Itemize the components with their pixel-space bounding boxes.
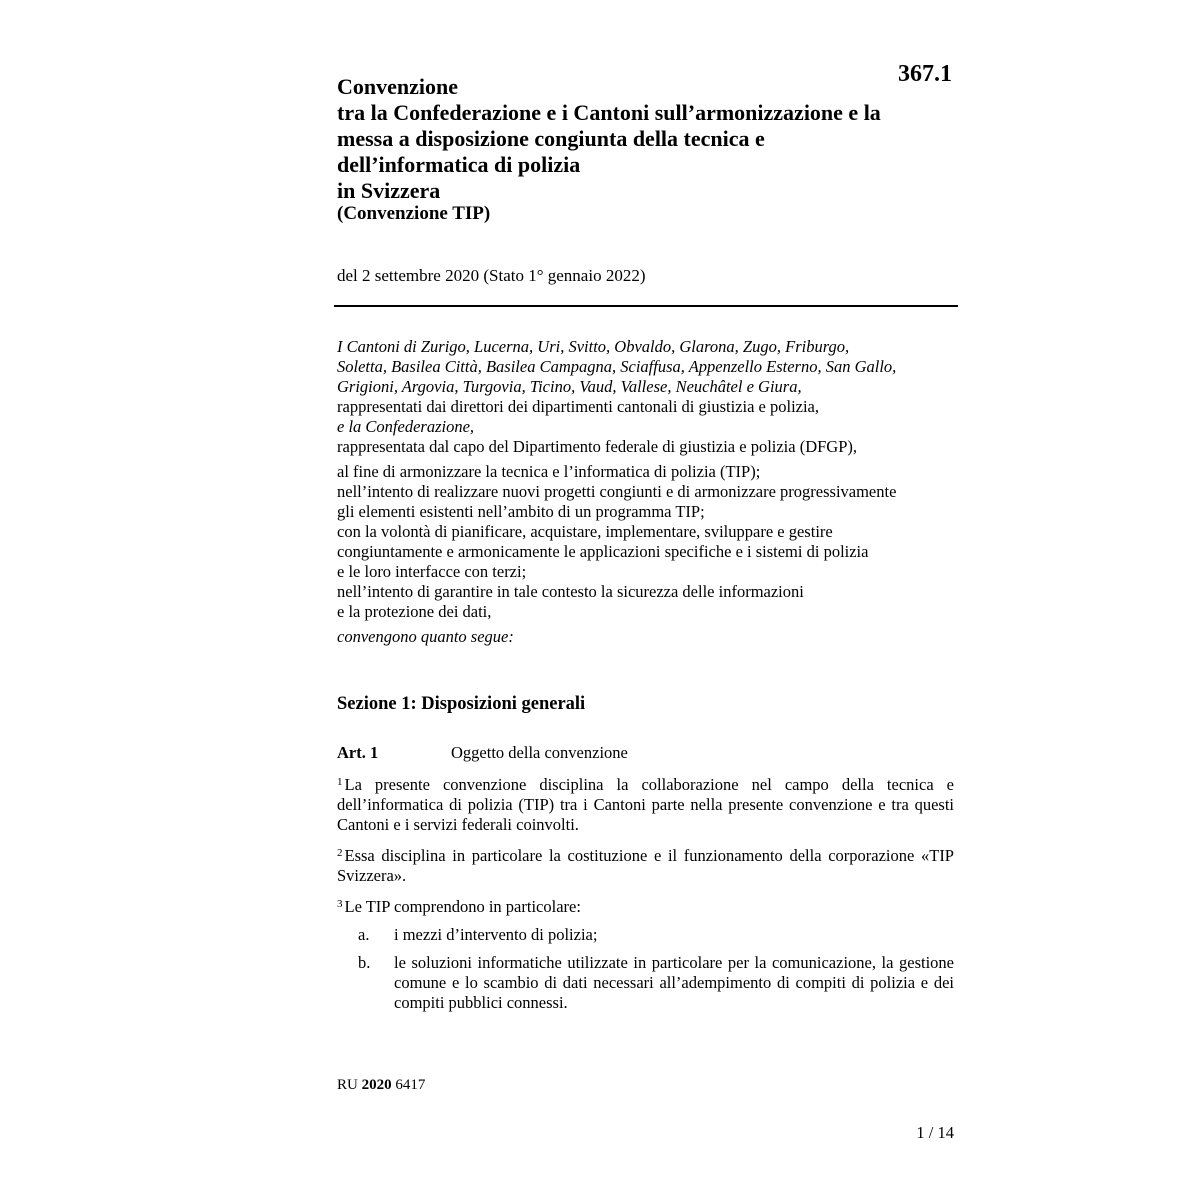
confederation: e la Confederazione, xyxy=(337,417,475,436)
ru-prefix: RU xyxy=(337,1077,358,1093)
date-line: del 2 settembre 2020 (Stato 1° gennaio 2022) xyxy=(337,266,646,285)
list-text: i mezzi d’intervento di polizia; xyxy=(394,925,598,944)
sr-number: 367.1 xyxy=(898,61,952,87)
official-compilation-reference xyxy=(337,1075,425,1095)
paragraph-number: 1 xyxy=(337,776,343,788)
parties-line: Soletta, Basilea Città, Basilea Campagna, Sciaffusa, Appenzello Esterno, San Gallo, xyxy=(337,357,897,376)
purpose-line: e le loro interfacce con terzi; xyxy=(337,562,527,581)
cantons-represented: rappresentati dai direttori dei dipartimenti cantonali di giustizia e polizia, xyxy=(337,397,820,416)
title-line: dell’informatica di polizia xyxy=(337,152,581,177)
paragraph-text: La presente convenzione disciplina la collaborazione nel campo della tecnica e dell’informatica di polizia (TIP) tra i Cantoni parte nella presente convenzione e tra questi Cantoni e i servizi federali coinvolti. xyxy=(337,775,954,834)
list-item xyxy=(337,925,954,945)
article-paragraph xyxy=(337,772,954,835)
purpose-line: con la volontà di pianificare, acquistare, implementare, sviluppare e gestire xyxy=(337,522,833,541)
header-divider xyxy=(334,305,958,307)
title-line: tra la Confederazione e i Cantoni sull’armonizzazione e la xyxy=(337,100,881,125)
preamble-closing: convengono quanto segue: xyxy=(337,627,514,646)
section-heading: Sezione 1: Disposizioni generali xyxy=(337,694,586,714)
short-title: (Convenzione TIP) xyxy=(337,203,491,224)
parties-line: Grigioni, Argovia, Turgovia, Ticino, Vaud, Vallese, Neuchâtel e Giura, xyxy=(337,377,802,396)
article-title: Oggetto della convenzione xyxy=(451,743,628,762)
purpose-line: al fine di armonizzare la tecnica e l’informatica di polizia (TIP); xyxy=(337,462,761,481)
ru-year: 2020 xyxy=(361,1077,392,1093)
purpose-line: congiuntamente e armonicamente le applicazioni specifiche e i sistemi di polizia xyxy=(337,542,869,561)
page-number: 1 / 14 xyxy=(916,1123,954,1142)
preamble xyxy=(337,337,957,647)
article-number: Art. 1 xyxy=(337,743,379,762)
ru-page: 6417 xyxy=(395,1077,426,1093)
purpose-line: nell’intento di garantire in tale contesto la sicurezza delle informazioni xyxy=(337,582,804,601)
title-line: in Svizzera xyxy=(337,178,441,203)
list-text: le soluzioni informatiche utilizzate in particolare per la comunicazione, la gestione comune e lo scambio di dati necessari all’adempimento di compiti di polizia e dei compiti pubblici connessi. xyxy=(394,953,954,1012)
document-title xyxy=(337,74,977,204)
article-paragraph xyxy=(337,894,954,917)
purpose-line: e la protezione dei dati, xyxy=(337,602,492,621)
list-item xyxy=(337,953,954,1013)
article-heading xyxy=(337,743,957,763)
purpose-line: nell’intento di realizzare nuovi progetti congiunti e di armonizzare progressivamente xyxy=(337,482,897,501)
parties-line: I Cantoni di Zurigo, Lucerna, Uri, Svitto, Obvaldo, Glarona, Zugo, Friburgo, xyxy=(337,337,850,356)
paragraph-text: Essa disciplina in particolare la costituzione e il funzionamento della corporazione «TIP Svizzera». xyxy=(337,846,954,885)
confederation-represented: rappresentata dal capo del Dipartimento federale di giustizia e polizia (DFGP), xyxy=(337,437,858,456)
article-paragraph xyxy=(337,843,954,886)
paragraph-text: Le TIP comprendono in particolare: xyxy=(344,897,581,916)
list-letter: a. xyxy=(358,925,370,944)
article-body xyxy=(337,772,954,1021)
title-line: messa a disposizione congiunta della tecnica e xyxy=(337,126,765,151)
list-letter: b. xyxy=(358,953,371,972)
title-line: Convenzione xyxy=(337,74,458,99)
paragraph-number: 2 xyxy=(337,847,343,859)
paragraph-number: 3 xyxy=(337,898,343,910)
purpose-line: gli elementi esistenti nell’ambito di un programma TIP; xyxy=(337,502,705,521)
